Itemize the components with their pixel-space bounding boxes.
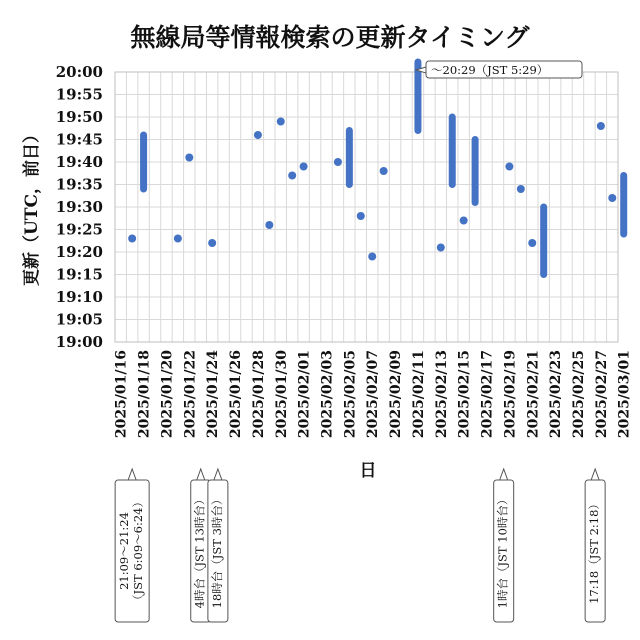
update-point bbox=[174, 235, 182, 243]
x-tick-label: 2025/02/17 bbox=[479, 350, 496, 439]
update-point bbox=[437, 244, 445, 252]
x-tick-label: 2025/02/11 bbox=[410, 350, 427, 439]
x-tick-label: 2025/02/25 bbox=[570, 350, 587, 439]
y-tick-label: 19:50 bbox=[55, 108, 103, 126]
y-tick-label: 19:15 bbox=[55, 265, 103, 284]
x-tick-label: 2025/02/13 bbox=[433, 350, 450, 439]
y-axis-title: 更新（UTC，前日） bbox=[22, 125, 42, 287]
x-tick-label: 2025/03/01 bbox=[616, 350, 633, 439]
update-point bbox=[608, 194, 616, 202]
update-point bbox=[517, 185, 525, 193]
update-point bbox=[460, 217, 468, 225]
callout-pointer bbox=[128, 469, 136, 480]
callout-text: 17:18（JST 2:18） bbox=[587, 498, 602, 604]
x-tick-label: 2025/02/23 bbox=[548, 350, 565, 439]
callout-text: 1時台（JST 10時台） bbox=[495, 493, 510, 609]
x-tick-label: 2025/02/03 bbox=[319, 350, 336, 439]
update-point bbox=[185, 154, 193, 162]
callout-pointer bbox=[214, 469, 222, 480]
y-tick-label: 20:00 bbox=[55, 63, 103, 81]
update-point bbox=[265, 221, 273, 229]
x-tick-label: 2025/01/18 bbox=[136, 350, 153, 439]
update-point bbox=[128, 235, 136, 243]
update-point bbox=[288, 172, 296, 180]
update-point bbox=[357, 212, 365, 220]
update-point bbox=[597, 122, 605, 130]
x-tick-label: 2025/01/20 bbox=[159, 350, 176, 439]
y-tick-label: 19:00 bbox=[55, 333, 103, 351]
callout-text: 4時台（JST 13時台） bbox=[192, 493, 207, 609]
y-tick-label: 19:40 bbox=[55, 153, 103, 171]
x-tick-label: 2025/01/26 bbox=[228, 350, 245, 439]
update-point bbox=[254, 131, 262, 139]
y-tick-label: 19:20 bbox=[55, 243, 103, 261]
update-point bbox=[528, 239, 536, 247]
x-tick-label: 2025/02/07 bbox=[365, 350, 382, 439]
update-point bbox=[277, 118, 285, 126]
y-tick-label: 19:55 bbox=[55, 85, 103, 104]
callout-text: （JST 6:09～6:24） bbox=[131, 496, 146, 606]
x-tick-label: 2025/02/19 bbox=[502, 350, 519, 439]
x-tick-label: 2025/01/16 bbox=[113, 350, 130, 439]
y-tick-label: 19:25 bbox=[55, 220, 103, 239]
y-tick-label: 19:30 bbox=[55, 198, 103, 216]
y-tick-label: 19:05 bbox=[55, 310, 103, 329]
update-point bbox=[208, 239, 216, 247]
callout-pointer bbox=[591, 469, 599, 480]
callout-pointer bbox=[500, 469, 508, 480]
x-tick-label: 2025/02/05 bbox=[342, 350, 359, 439]
x-axis-ticks bbox=[114, 350, 633, 438]
callout-text: ～20:29（JST 5:29） bbox=[431, 63, 549, 77]
x-tick-label: 2025/02/01 bbox=[296, 350, 313, 439]
y-tick-label: 19:45 bbox=[55, 130, 103, 149]
update-point bbox=[380, 167, 388, 175]
x-tick-label: 2025/01/30 bbox=[273, 350, 290, 439]
callout-text: 18時台（JST 3時台） bbox=[209, 493, 224, 609]
update-point bbox=[334, 158, 342, 166]
callout-pointer bbox=[197, 469, 205, 480]
x-tick-label: 2025/01/24 bbox=[205, 350, 222, 439]
x-tick-label: 2025/02/09 bbox=[388, 350, 405, 439]
y-tick-label: 19:35 bbox=[55, 175, 103, 194]
x-tick-label: 2025/02/27 bbox=[593, 350, 610, 439]
x-tick-label: 2025/01/28 bbox=[250, 350, 267, 439]
chart-title: 無線局等情報検索の更新タイミング bbox=[130, 23, 530, 52]
update-point bbox=[300, 163, 308, 171]
x-axis-title: 日 bbox=[359, 461, 377, 481]
x-tick-label: 2025/01/22 bbox=[182, 350, 199, 439]
update-point bbox=[505, 163, 513, 171]
y-tick-label: 19:10 bbox=[55, 288, 103, 306]
update-point bbox=[368, 253, 376, 261]
callout-text: 21:09～21:24 bbox=[117, 512, 132, 590]
x-tick-label: 2025/02/15 bbox=[456, 350, 473, 439]
y-axis-ticks bbox=[56, 63, 103, 351]
x-tick-label: 2025/02/21 bbox=[525, 350, 542, 439]
